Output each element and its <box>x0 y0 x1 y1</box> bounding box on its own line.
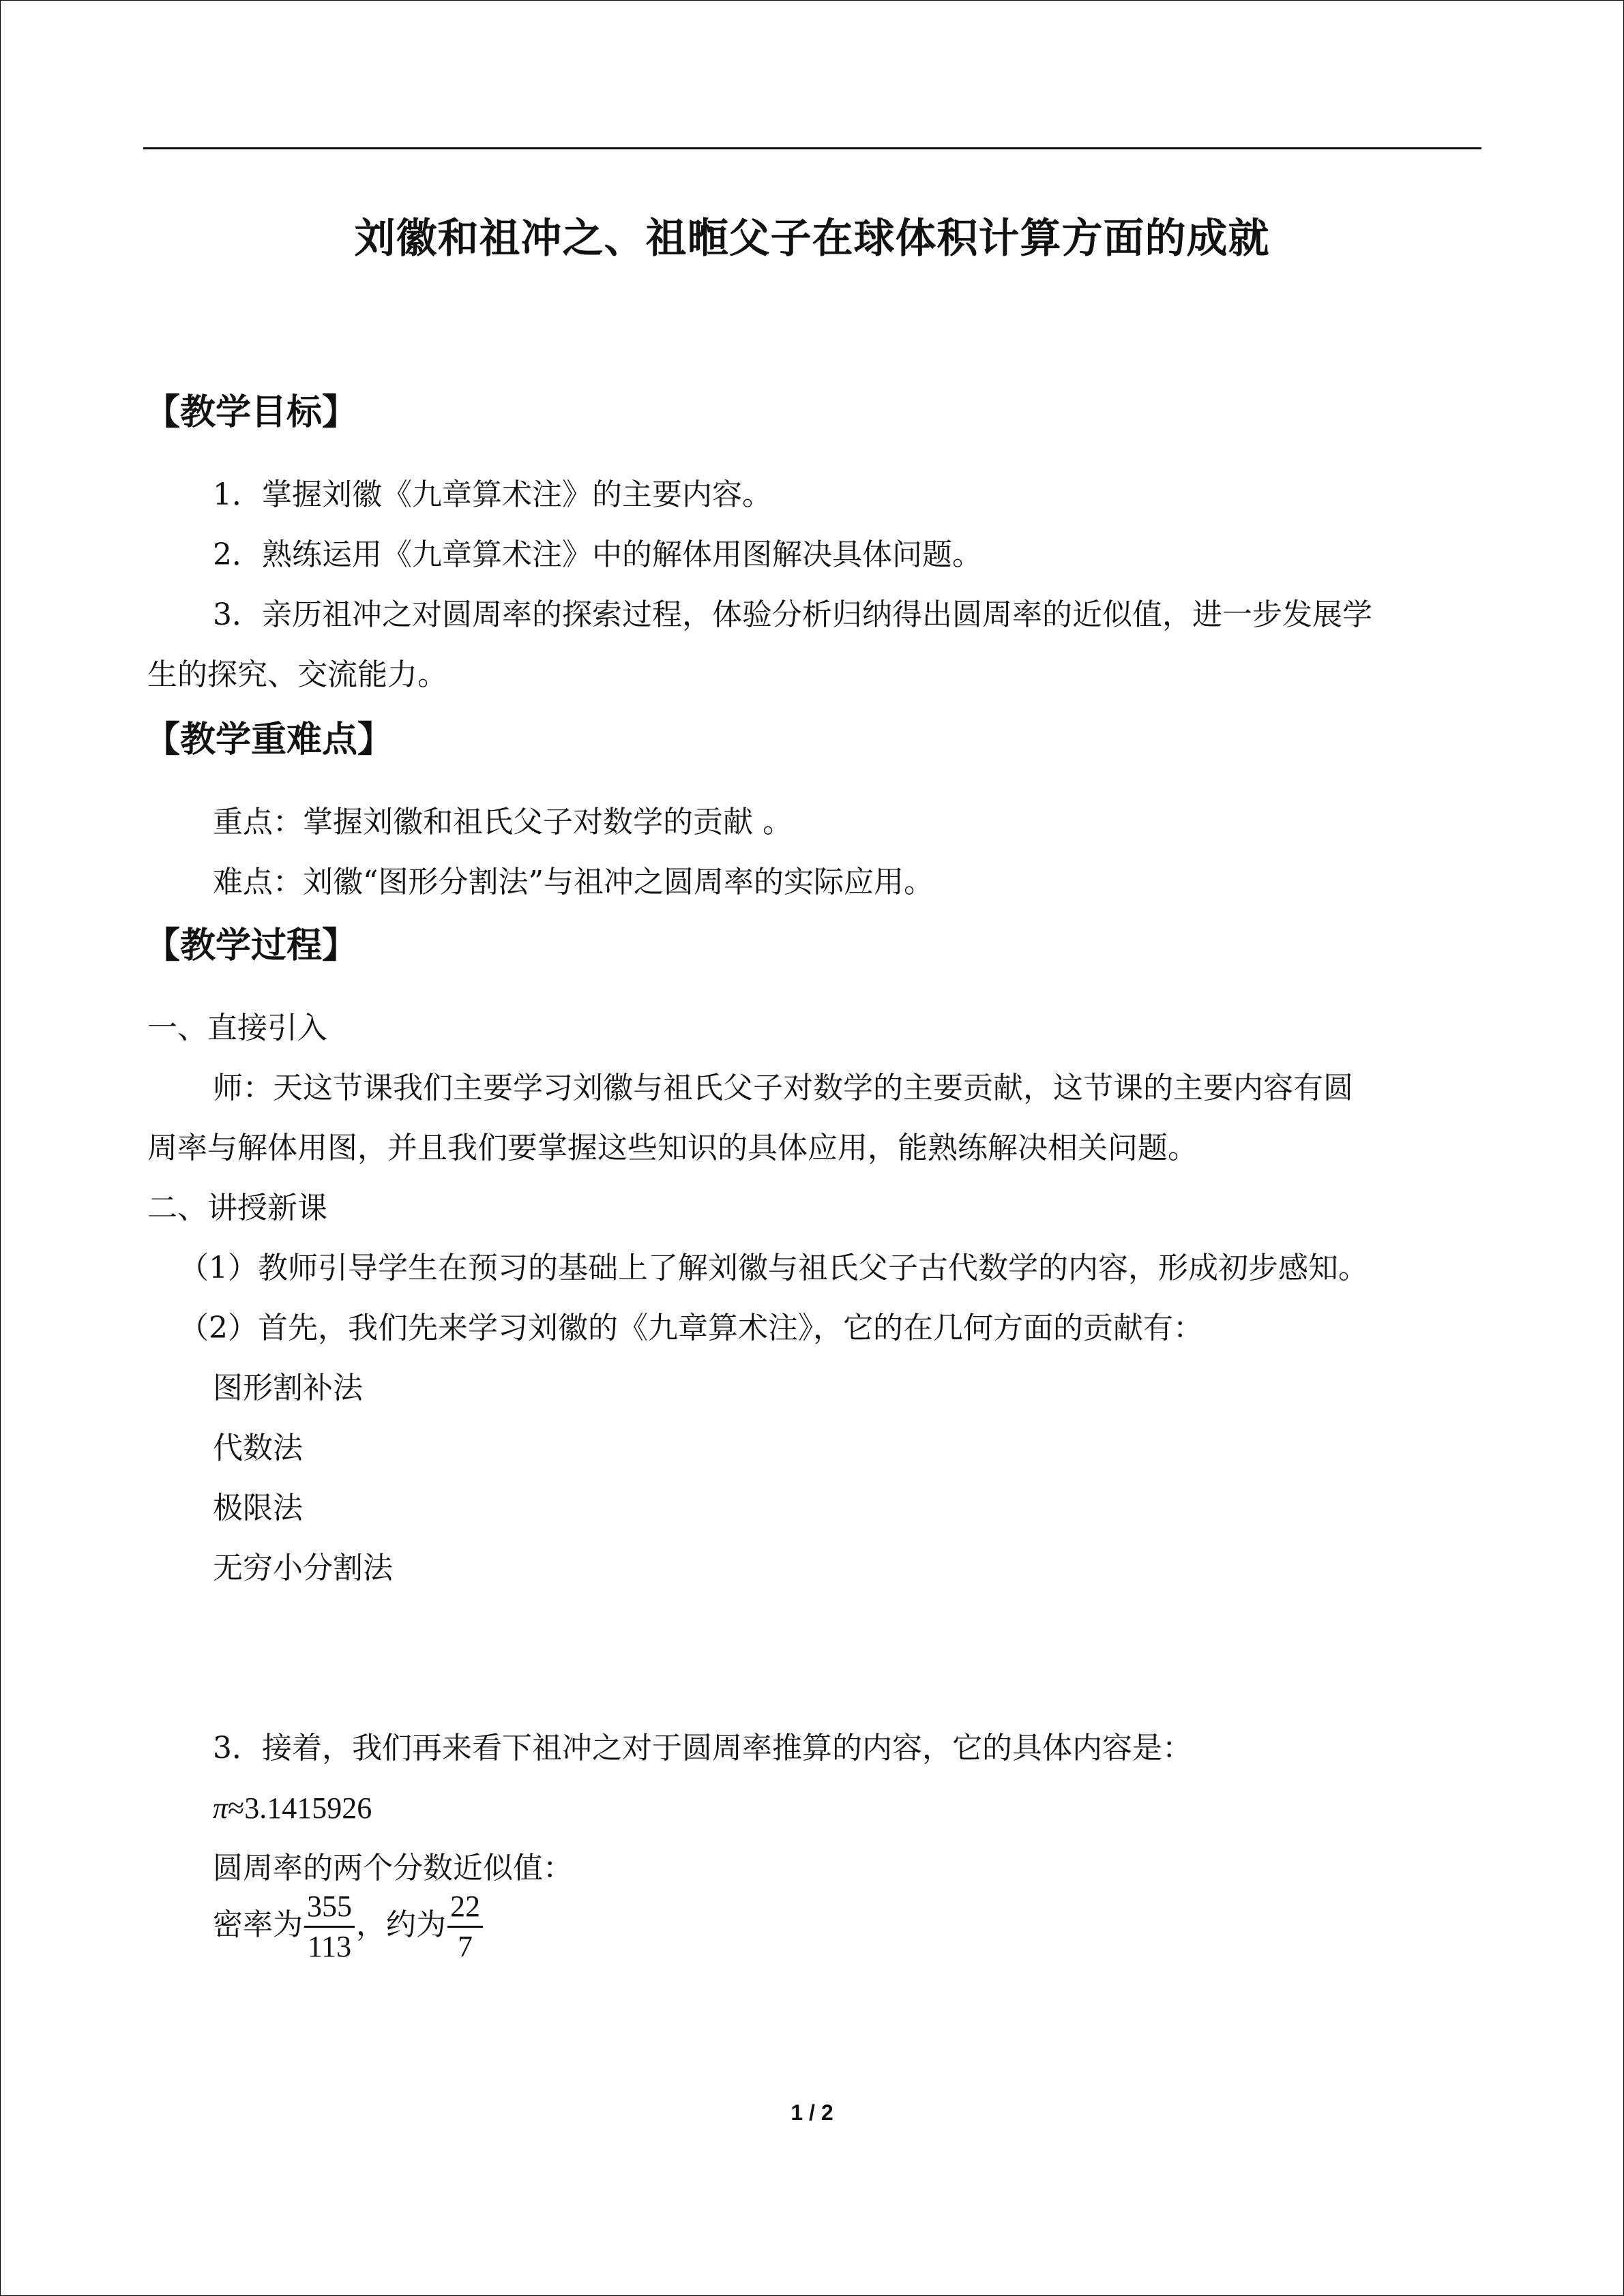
milu-numerator: 355 <box>304 1888 355 1928</box>
method-item-1: 图形割补法 <box>213 1371 363 1405</box>
yuelu-label: ，约为 <box>356 1907 446 1942</box>
pi-approximation <box>213 1788 372 1829</box>
section-heading-keypoints: 【教学重难点】 <box>145 719 394 760</box>
step-1: （1）教师引导学生在预习的基础上了解刘徽与祖氏父子古代数学的内容，形成初步感知。 <box>179 1251 1368 1285</box>
method-item-2: 代数法 <box>213 1431 303 1465</box>
yuelu-denominator: 7 <box>458 1930 473 1963</box>
goal-item-3: 3．亲历祖冲之对圆周率的探索过程，体验分析归纳得出圆周率的近似值，进一步发展学 <box>213 597 1372 632</box>
document-title: 刘徽和祖冲之、祖暅父子在球体积计算方面的成就 <box>354 215 1270 263</box>
pi-value: ≈3.1415926 <box>228 1791 372 1825</box>
part1-line-1: 师：天这节课我们主要学习刘徽与祖氏父子对数学的主要贡献，这节课的主要内容有圆 <box>213 1071 1353 1105</box>
part1-title: 一、直接引入 <box>147 1011 327 1045</box>
yuelu-numerator: 22 <box>447 1888 483 1928</box>
header-rule <box>143 147 1481 149</box>
milu-denominator: 113 <box>307 1930 352 1963</box>
part1-line-2: 周率与解体用图，并且我们要掌握这些知识的具体应用，能熟练解决相关问题。 <box>147 1131 1198 1165</box>
part2-title: 二、讲授新课 <box>147 1191 327 1225</box>
milu-fraction <box>304 1888 355 1966</box>
goal-item-2: 2．熟练运用《九章算术注》中的解体用图解决具体问题。 <box>213 537 982 572</box>
difficulty-point: 难点：刘徽“图形分割法”与祖冲之圆周率的实际应用。 <box>213 865 934 899</box>
step-2: （2）首先，我们先来学习刘徽的《九章算术注》，它的在几何方面的贡献有： <box>179 1311 1203 1345</box>
goal-item-3-cont: 生的探究、交流能力。 <box>147 657 447 692</box>
fraction-intro: 圆周率的两个分数近似值： <box>213 1851 573 1885</box>
section-heading-goals: 【教学目标】 <box>145 392 358 433</box>
milu-label: 密率为 <box>213 1907 303 1942</box>
page-number: 1 / 2 <box>791 2100 833 2125</box>
section-heading-process: 【教学过程】 <box>145 925 358 966</box>
fraction-line <box>213 1888 484 1966</box>
focus-point: 重点：掌握刘徽和祖氏父子对数学的贡献 。 <box>213 805 793 839</box>
step-3: 3．接着，我们再来看下祖冲之对于圆周率推算的内容，它的具体内容是： <box>213 1731 1192 1765</box>
yuelu-fraction <box>447 1888 483 1966</box>
pi-symbol: π <box>213 1791 228 1825</box>
goal-item-1: 1．掌握刘徽《九章算术注》的主要内容。 <box>213 477 772 512</box>
method-item-3: 极限法 <box>213 1491 303 1525</box>
method-item-4: 无穷小分割法 <box>213 1551 393 1585</box>
